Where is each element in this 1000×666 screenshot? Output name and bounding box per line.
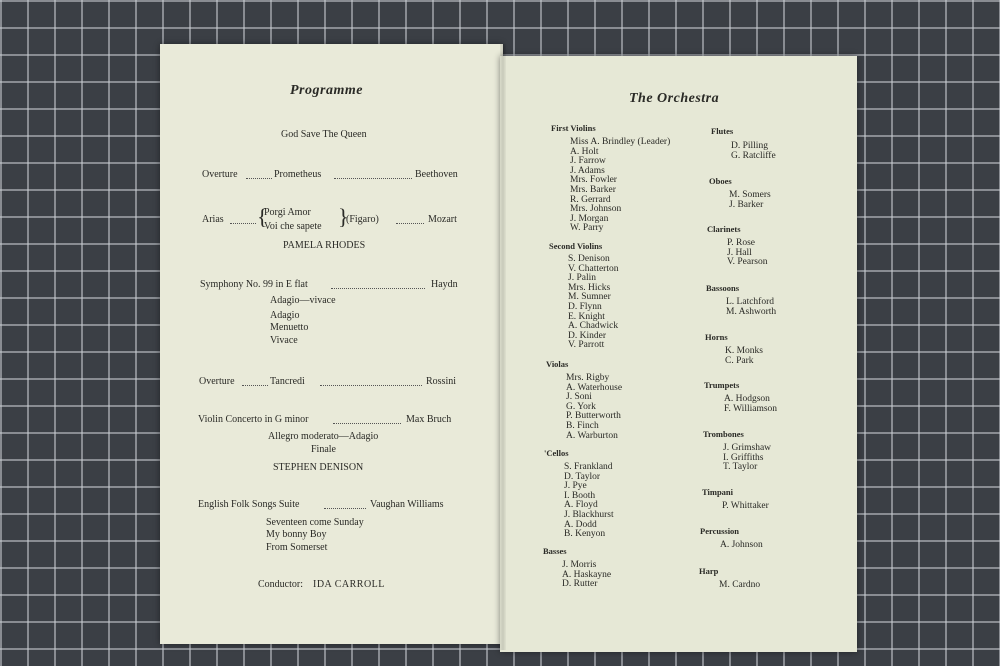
- player-list: [568, 255, 619, 351]
- player-name: J. Palin: [568, 273, 596, 284]
- player-list: [723, 444, 771, 473]
- movement: Allegro moderato—Adagio: [268, 431, 379, 442]
- player-name: I. Booth: [564, 490, 596, 501]
- soloist: PAMELA RHODES: [283, 240, 366, 251]
- movement: Adagio: [270, 310, 300, 321]
- player-name: Mrs. Rigby: [566, 373, 610, 383]
- player-name: P. Whittaker: [722, 501, 769, 511]
- section-heading: Horns: [705, 332, 728, 342]
- movement: Vivace: [270, 335, 298, 346]
- player-name: J. Soni: [566, 392, 592, 403]
- section-heading: Clarinets: [707, 224, 741, 234]
- player-name: R. Gerrard: [570, 194, 611, 205]
- player-name: Miss A. Brindley (Leader): [570, 137, 671, 147]
- player-list: [722, 502, 769, 512]
- player-name: V. Parrott: [568, 340, 605, 351]
- player-name: D. Kinder: [568, 330, 606, 341]
- player-name: E. Knight: [568, 311, 605, 322]
- player-name: D. Taylor: [564, 471, 601, 482]
- player-name: A. Warburton: [566, 430, 618, 441]
- player-name: J. Farrow: [570, 156, 606, 167]
- player-name: J. Hall: [727, 247, 752, 258]
- player-name: M. Sumner: [568, 292, 611, 303]
- player-name: J. Morris: [562, 560, 597, 570]
- item-label: Arias: [202, 214, 224, 225]
- section-heading: Harp: [699, 566, 719, 576]
- item-composer: Mozart: [428, 214, 457, 225]
- player-list: [719, 581, 760, 591]
- player-list: [724, 395, 777, 414]
- player-name: A. Waterhouse: [566, 382, 623, 393]
- player-list: [727, 239, 767, 268]
- section-heading: 'Cellos: [544, 448, 569, 458]
- orchestra-title: The Orchestra: [629, 91, 720, 106]
- page-fold: [500, 44, 506, 650]
- item-label: Overture: [202, 169, 238, 180]
- brace-right: }: [338, 204, 349, 229]
- item-composer: Rossini: [426, 376, 457, 387]
- aria-title: Porgi Amor: [264, 207, 311, 218]
- player-name: D. Rutter: [562, 579, 598, 590]
- movement: From Somerset: [266, 542, 328, 553]
- item-work: Tancredi: [270, 376, 305, 387]
- player-name: M. Somers: [729, 190, 771, 200]
- orchestra-page: [500, 56, 857, 652]
- player-list: [562, 561, 611, 590]
- movement: Seventeen come Sunday: [266, 517, 364, 528]
- player-name: I. Griffiths: [723, 452, 764, 463]
- player-name: G. Ratcliffe: [731, 150, 776, 161]
- conductor-name: IDA CARROLL: [313, 579, 385, 590]
- brace-left: {: [257, 204, 268, 229]
- player-name: J. Grimshaw: [723, 443, 772, 453]
- item-composer: Max Bruch: [406, 414, 452, 425]
- player-name: A. Holt: [570, 146, 599, 157]
- player-name: Mrs. Johnson: [570, 204, 622, 215]
- player-list: [564, 463, 614, 540]
- section-heading: Trumpets: [704, 380, 740, 390]
- movement: Adagio—vivace: [270, 295, 336, 306]
- player-list: [726, 298, 776, 317]
- section-heading: Basses: [543, 546, 567, 556]
- item-label: Overture: [199, 376, 235, 387]
- soloist: STEPHEN DENISON: [273, 462, 364, 473]
- player-name: A. Haskayne: [562, 569, 612, 580]
- player-name: Mrs. Fowler: [570, 175, 617, 186]
- player-name: J. Morgan: [570, 213, 609, 224]
- player-name: Mrs. Hicks: [568, 282, 611, 293]
- item-label: English Folk Songs Suite: [198, 499, 300, 510]
- aria-title: Voi che sapete: [264, 221, 322, 232]
- player-name: P. Rose: [727, 238, 755, 248]
- player-list: [720, 541, 763, 551]
- opera-name: (Figaro): [346, 214, 379, 225]
- player-name: M. Ashworth: [726, 306, 777, 317]
- player-name: L. Latchford: [726, 297, 775, 307]
- player-name: J. Barker: [729, 199, 764, 210]
- player-name: V. Chatterton: [568, 263, 619, 274]
- player-list: [570, 138, 670, 234]
- section-heading: Oboes: [709, 176, 732, 186]
- item-label: Violin Concerto in G minor: [198, 414, 309, 425]
- player-name: G. York: [566, 401, 596, 412]
- section-heading: Violas: [546, 359, 569, 369]
- player-name: D. Pilling: [731, 141, 768, 151]
- player-name: J. Pye: [564, 481, 587, 492]
- player-name: F. Williamson: [724, 403, 778, 414]
- player-list: [566, 374, 622, 441]
- section-heading: Percussion: [700, 526, 740, 536]
- player-name: D. Flynn: [568, 301, 602, 312]
- player-name: K. Monks: [725, 346, 764, 356]
- player-name: A. Hodgson: [724, 394, 770, 404]
- player-name: J. Adams: [570, 165, 605, 176]
- item-composer: Beethoven: [415, 169, 458, 180]
- player-name: B. Kenyon: [564, 529, 606, 540]
- player-name: M. Cardno: [719, 580, 761, 590]
- player-name: W. Parry: [570, 223, 604, 234]
- section-heading: Bassoons: [706, 283, 740, 293]
- movement: Menuetto: [270, 322, 309, 333]
- player-name: A. Dodd: [564, 519, 597, 530]
- player-name: C. Park: [725, 355, 754, 366]
- player-name: S. Frankland: [564, 462, 613, 472]
- player-name: A. Chadwick: [568, 321, 619, 332]
- conductor-label: Conductor:: [258, 579, 303, 590]
- item-label: Symphony No. 99 in E flat: [200, 279, 308, 290]
- player-name: J. Blackhurst: [564, 509, 614, 520]
- item-work: Prometheus: [274, 169, 322, 180]
- section-heading: First Violins: [551, 123, 596, 133]
- player-list: [731, 142, 776, 161]
- item-composer: Vaughan Williams: [370, 499, 444, 510]
- player-name: A. Johnson: [720, 540, 763, 550]
- section-heading: Timpani: [702, 487, 734, 497]
- anthem: God Save The Queen: [281, 129, 367, 140]
- item-composer: Haydn: [431, 279, 458, 290]
- player-name: A. Floyd: [564, 500, 598, 511]
- programme-title: Programme: [290, 83, 363, 98]
- player-name: Mrs. Barker: [570, 184, 616, 195]
- player-name: P. Butterworth: [566, 411, 621, 422]
- player-list: [725, 347, 763, 366]
- player-list: [729, 191, 771, 210]
- player-name: V. Pearson: [727, 257, 768, 268]
- player-name: S. Denison: [568, 254, 610, 264]
- player-name: B. Finch: [566, 420, 599, 431]
- player-name: T. Taylor: [723, 462, 758, 473]
- movement: My bonny Boy: [266, 529, 327, 540]
- movement: Finale: [311, 444, 336, 455]
- section-heading: Second Violins: [549, 241, 603, 251]
- section-heading: Flutes: [711, 126, 734, 136]
- section-heading: Trombones: [703, 429, 744, 439]
